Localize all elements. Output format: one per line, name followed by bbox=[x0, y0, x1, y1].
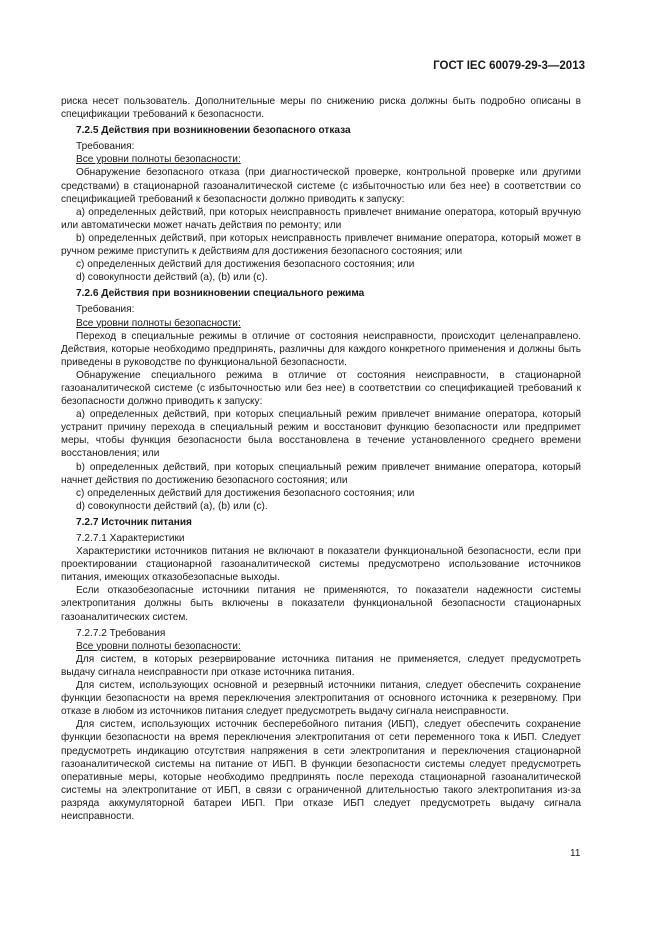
paragraph: Если отказобезопасные источники питания не применяются, то показатели надежности системы электропитания должны быть включены в показатели функциональной безопасности стационарных газоаналитических систем. bbox=[61, 585, 581, 623]
paragraph: Для систем, использующих основной и резервный источники питания, следует обеспечить сохранение функции безопасности на время переключения электропитания от основного источника к резервному. При отказе в любом из источников питания следует предусмотреть выдачу сигнала неисправности. bbox=[61, 680, 581, 718]
list-item-c: c) определенных действий для достижения безопасного состояния; или bbox=[76, 259, 415, 271]
section-heading-7-2-5: 7.2.5 Действия при возникновении безопасного отказа bbox=[76, 125, 351, 137]
paragraph: Переход в специальные режимы в отличие от состояния неисправности, происходит целенаправлено. Действия, которые необходимо предпринять, различны для каждого конкретного применения и должны быть приведены в руководстве по функциональной безопасности. bbox=[61, 330, 581, 368]
page-number: 11 bbox=[570, 848, 581, 859]
safety-levels-label: Все уровни полноты безопасности: bbox=[76, 154, 241, 166]
list-item-d: d) совокупности действий (а), (b) или (c). bbox=[76, 272, 268, 284]
requirements-label: Требования: bbox=[76, 141, 135, 153]
requirements-label: Требования: bbox=[76, 304, 135, 316]
paragraph: Для систем, в которых резервирование источника питания не применяется, следует предусмотреть выдачу сигнала неисправности при отказе источника питания. bbox=[61, 653, 581, 678]
subsection-heading-7-2-7-1: 7.2.7.1 Характеристики bbox=[76, 533, 185, 544]
document-body bbox=[61, 95, 581, 823]
list-item-a: а) определенных действий, при которых специальный режим привлечет внимание оператора, который устранит причину перехода в специальный режим и восстановит функцию безопасности или предпримет меры, чтобы функция безопасности была восстановлена в течение установленного среднего времени восстановления; или bbox=[61, 409, 581, 460]
document-header: ГОСТ IEC 60079-29-3—2013 bbox=[433, 60, 585, 72]
list-item-c: c) определенных действий для достижения безопасного состояния; или bbox=[76, 487, 415, 499]
safety-levels-label: Все уровни полноты безопасности: bbox=[76, 317, 241, 329]
section-heading-7-2-6: 7.2.6 Действия при возникновении специального режима bbox=[76, 288, 365, 300]
list-item-d: d) совокупности действий (а), (b) или (c). bbox=[76, 500, 268, 512]
paragraph: Характеристики источников питания не включают в показатели функциональной безопасности, если при проектировании стационарной газоаналитической системы предусмотрено использование источников питания, имеющих отказобезопасные выходы. bbox=[61, 546, 581, 584]
subsection-heading-7-2-7-2: 7.2.7.2 Требования bbox=[76, 627, 166, 639]
safety-levels-label: Все уровни полноты безопасности: bbox=[76, 640, 241, 652]
paragraph: Для систем, использующих источник бесперебойного питания (ИБП), следует обеспечить сохранение функции безопасности на время переключения электропитания от сети переменного тока к ИБП. Следует предусмотреть индикацию отсутствия напряжения в сети электропитания и переключения стационарной газоаналитической системы на питание от ИБП. В функции безопасности системы следует предусмотреть оперативные меры, которые необходимо предпринять после перехода стационарной газоаналитической системы на электропитание от ИБП, в связи с ограниченной длительностью такого электропитания из-за разряда аккумуляторной батареи ИБП. При отказе ИБП следует предусмотреть выдачу сигнала неисправности. bbox=[61, 719, 581, 822]
section-heading-7-2-7: 7.2.7 Источник питания bbox=[76, 516, 192, 528]
paragraph: Обнаружение безопасного отказа (при диагностической проверке, контрольной проверке или другими средствами) в стационарной газоаналитической системе (с избыточностью или без нее) в соответствии со спецификацией требований к безопасности должно приводить к запуску: bbox=[61, 167, 581, 205]
list-item-a: а) определенных действий, при которых неисправность привлечет внимание оператора, который вручную или автоматически может начать действия по ремонту; или bbox=[61, 206, 581, 231]
paragraph: Обнаружение специального режима в отличие от состояния неисправности, в стационарной газоаналитической системе (с избыточностью или без нее) в соответствии со спецификацией требований к безопасности должно приводить к запуску: bbox=[61, 369, 581, 408]
paragraph: риска несет пользователь. Дополнительные меры по снижению риска должны быть подробно описаны в спецификации требований к безопасности. bbox=[61, 96, 581, 121]
list-item-b: b) определенных действий, при которых специальный режим привлечет внимание оператора, который начнет действия по достижению безопасного состояния; или bbox=[61, 461, 581, 486]
list-item-b: b) определенных действий, при которых неисправность привлечет внимание оператора, который может в ручном режиме приступить к действиям для достижения безопасного состояния; или bbox=[61, 232, 581, 258]
